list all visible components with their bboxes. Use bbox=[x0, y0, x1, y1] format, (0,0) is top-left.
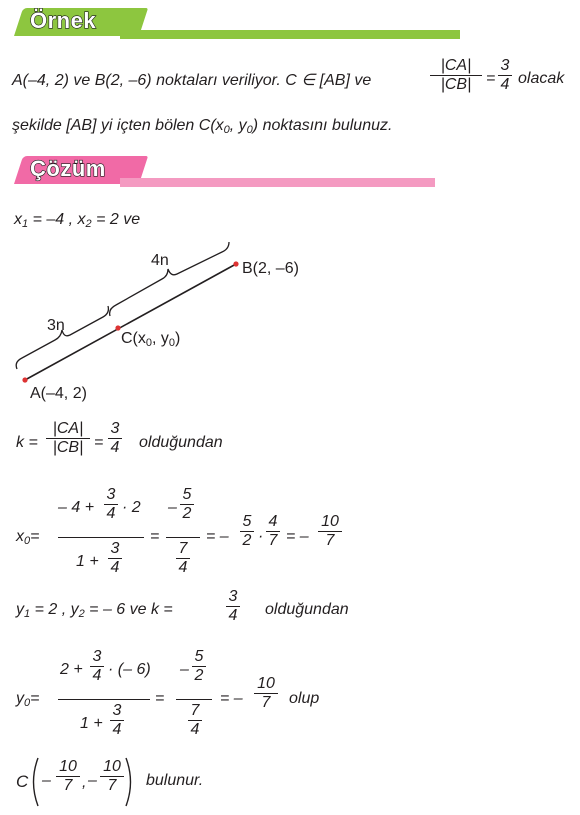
x0-mid-top bbox=[180, 486, 194, 523]
dot: · bbox=[258, 528, 264, 545]
frac-num: 5 bbox=[182, 486, 192, 503]
k-ratio-fraction bbox=[46, 420, 90, 457]
x0-mid-bar bbox=[166, 537, 200, 538]
frac-num: 3 bbox=[106, 486, 116, 503]
k-text: olduğundan bbox=[139, 434, 223, 451]
y0-mid-top bbox=[192, 648, 206, 685]
x0-label: $x_0=$ bbox=[16, 528, 40, 547]
x0-den-a: 1 + bbox=[76, 553, 99, 570]
ratio-numerator: |CA| bbox=[440, 57, 472, 74]
y-values-line: $y_1 = 2$ , $y_2$ = – 6 ve k = bbox=[16, 601, 173, 620]
frac-den: 7 bbox=[63, 777, 73, 794]
frac-den: 2 bbox=[194, 667, 204, 684]
y0-mid-bar bbox=[176, 699, 212, 700]
comma: , bbox=[82, 774, 87, 791]
frac-num: 10 bbox=[103, 758, 121, 775]
problem-text-2: şekilde [AB] yi içten bölen $C(x_0$, $y_0$) noktasını bulunuz. bbox=[12, 117, 393, 136]
y0-num-frac bbox=[90, 648, 104, 685]
y0-result bbox=[254, 675, 278, 712]
label-point-b: B(2, –6) bbox=[242, 260, 299, 277]
frac-num: 4 bbox=[268, 513, 278, 530]
minus: – bbox=[88, 772, 97, 789]
frac-den: 7 bbox=[268, 532, 278, 549]
label-point-a: A(–4, 2) bbox=[30, 385, 87, 402]
frac-num: 10 bbox=[59, 758, 77, 775]
frac-den: 4 bbox=[112, 721, 122, 738]
x0-num-frac bbox=[104, 486, 118, 523]
frac-num: 3 bbox=[110, 420, 120, 437]
problem-text-1: A(–4, 2) ve B(2, –6) noktaları veriliyor. C ∈ [AB] ve bbox=[12, 72, 372, 89]
k-label: k = bbox=[16, 434, 38, 451]
frac-den: 7 bbox=[325, 532, 335, 549]
frac-num: 7 bbox=[178, 540, 188, 557]
frac-den: 4 bbox=[106, 505, 116, 522]
frac-num: 3 bbox=[110, 540, 120, 557]
point-a bbox=[22, 377, 27, 382]
x0-mid-bot bbox=[176, 540, 190, 577]
point-b bbox=[233, 261, 238, 266]
x0-num-a: – 4 + bbox=[58, 499, 95, 516]
point-c bbox=[115, 325, 120, 330]
eq-sign: = bbox=[150, 528, 160, 545]
x0-num-b: · 2 bbox=[122, 499, 141, 516]
label-4n: 4n bbox=[151, 252, 169, 269]
frac-num: 3 bbox=[112, 702, 122, 719]
y0-num-a: 2 + bbox=[60, 661, 83, 678]
eq-sign: = bbox=[94, 434, 104, 451]
y0-num-b: · (– 6) bbox=[108, 661, 151, 678]
x0-main-bar bbox=[58, 537, 144, 538]
left-paren bbox=[28, 756, 40, 808]
frac-num: 5 bbox=[194, 648, 204, 665]
frac-den: 4 bbox=[190, 721, 200, 738]
y-k-fraction bbox=[226, 588, 240, 625]
x0-result bbox=[318, 513, 342, 550]
frac-den: 7 bbox=[261, 694, 271, 711]
frac-den: 2 bbox=[242, 532, 252, 549]
frac-den: 2 bbox=[182, 505, 192, 522]
frac-den: 4 bbox=[228, 607, 238, 624]
frac-num: |CA| bbox=[52, 420, 84, 437]
label-point-c: $C(x_0$, $y_0$) bbox=[121, 330, 181, 349]
example-header: Örnek bbox=[30, 8, 97, 33]
frac-num: 5 bbox=[242, 513, 252, 530]
result-y bbox=[100, 758, 124, 795]
three-fourths bbox=[498, 57, 512, 94]
frac-den: 4 bbox=[92, 667, 102, 684]
frac-num: 10 bbox=[257, 675, 275, 692]
problem-text-1b: olacak bbox=[518, 70, 565, 87]
eq-sign: = bbox=[486, 70, 496, 87]
frac-den: 4 bbox=[110, 439, 120, 456]
brace-4n bbox=[110, 242, 229, 316]
y0-den-frac bbox=[110, 702, 124, 739]
frac-den: 4 bbox=[110, 559, 120, 576]
minus: – bbox=[42, 772, 51, 789]
result-text: bulunur. bbox=[146, 772, 204, 789]
k-value-fraction bbox=[108, 420, 122, 457]
frac-num: 3 bbox=[92, 648, 102, 665]
eq-minus: = – bbox=[286, 528, 309, 545]
frac-num: 7 bbox=[190, 702, 200, 719]
solution-header: Çözüm bbox=[30, 156, 106, 181]
ratio-denominator: |CB| bbox=[440, 76, 472, 93]
eq-minus: = – bbox=[206, 528, 229, 545]
y0-text: olup bbox=[289, 690, 320, 707]
result-x bbox=[56, 758, 80, 795]
frac-num: 10 bbox=[321, 513, 339, 530]
eq-sign: = bbox=[155, 690, 165, 707]
frac-den: 4 bbox=[500, 76, 510, 93]
y0-label: $y_0=$ bbox=[16, 690, 40, 709]
y0-main-bar bbox=[58, 699, 150, 700]
frac-num: 3 bbox=[228, 588, 238, 605]
eq-minus: = – bbox=[220, 690, 243, 707]
y0-den-a: 1 + bbox=[80, 715, 103, 732]
frac-den: 7 bbox=[107, 777, 117, 794]
right-paren bbox=[124, 756, 136, 808]
label-3n: 3n bbox=[47, 317, 65, 334]
y-text: olduğundan bbox=[265, 601, 349, 618]
minus: – bbox=[180, 661, 189, 678]
x-values-line: $x_1 = -4$ , $x_2 = 2$ ve bbox=[14, 211, 141, 230]
result-c: C bbox=[16, 772, 29, 791]
x0-p1 bbox=[240, 513, 254, 550]
ratio-fraction bbox=[430, 57, 482, 94]
frac-den: 4 bbox=[178, 559, 188, 576]
minus: – bbox=[168, 499, 177, 516]
x0-den-frac bbox=[108, 540, 122, 577]
frac-den: |CB| bbox=[52, 439, 84, 456]
frac-num: 3 bbox=[500, 57, 510, 74]
x0-p2 bbox=[266, 513, 280, 550]
y0-mid-bot bbox=[188, 702, 202, 739]
